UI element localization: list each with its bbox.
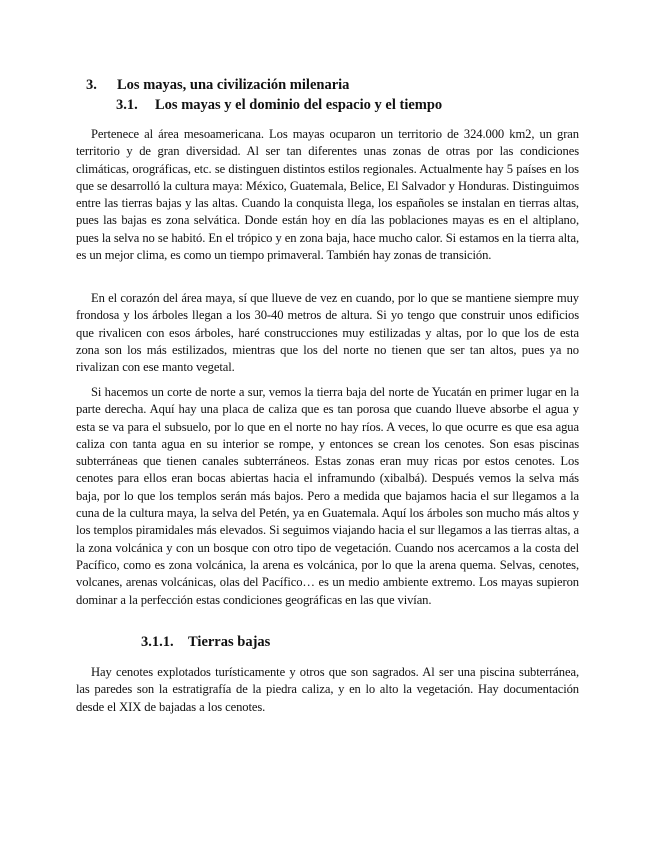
- subsection-heading: [116, 97, 442, 114]
- subsection-title: Los mayas y el dominio del espacio y el tiempo: [155, 97, 443, 113]
- section-title: Los mayas, una civilización milenaria: [117, 77, 350, 93]
- subsubsection-title: Tierras bajas: [188, 634, 271, 650]
- subsubsection-number: 3.1.1.: [141, 634, 174, 650]
- body-paragraph: Pertenece al área mesoamericana. Los mayas ocuparon un territorio de 324.000 km2, un gran territorio y de gran diversidad. Al ser tan diferentes unas zonas de otras por las condiciones climáticas, orográficas, etc. se distinguen distintos estilos regionales. Actualmente hay 5 países en los que se desarrolló la cultura maya: México, Guatemala, Belice, El Salvador y Honduras. Distinguimos entre las tierras bajas y las altas. Cuando la conquista llega, los españoles se instalan en tierras altas, pues las bajas es zona selvática. Donde están hoy en día las poblaciones mayas es en el altiplano, pues la selva no se habitó. En el trópico y en zona baja, hace mucho calor. Si estamos en la tierra alta, es un mejor clima, es como un tiempo primaveral. También hay zonas de transición.: [76, 127, 579, 263]
- body-paragraph: En el corazón del área maya, sí que llueve de vez en cuando, por lo que se mantiene siempre muy frondosa y los árboles llegan a los 30-40 metros de altura. Si yo tengo que construir unos edificios que rivalicen con esos árboles, haré construcciones muy estilizadas y altas, por lo que los de esta zona son los más estilizados, mientras que los del norte no tienen que ser tan altos, pues ya no rivalizan con ese manto vegetal.: [76, 291, 579, 375]
- section-heading: [86, 77, 349, 94]
- body-paragraph: Si hacemos un corte de norte a sur, vemos la tierra baja del norte de Yucatán en primer lugar en la parte derecha. Aquí hay una placa de caliza que es tan porosa que cuando llueve absorbe el agua y esta se va para el subsuelo, por lo que en el norte no hay ríos. A veces, lo que ocurre es que esa agua caliza con tanta agua en su interior se rompe, y entonces se crean los cenotes. Son esas piscinas subterráneas que tienen canales subterráneos. Estas zonas eran muy ricas por estos cenotes. Los cenotes para ellos eran bocas abiertas hacia el inframundo (xibalbá). Después vemos la selva más baja, por lo que los templos serán más bajos. Pero a medida que bajamos hacia el sur llegamos a la cuna de la cultura maya, la selva del Petén, ya en Guatemala. Aquí los árboles son mucho más altos y los templos piramidales más elevados. Si seguimos viajando hacia el sur llegamos a las tierras altas, a la zona volcánica y con un bosque con otro tipo de vegetación. Cuando nos acercamos a la costa del Pacífico, como es zona volcánica, la arena es volcánica, por lo que la arena quema. Selvas, cenotes, volcanes, arenas volcánicas, olas del Pacífico… es un medio ambiente extremo. Los mayas supieron dominar a la perfección estas condiciones geográficas en las que vivían.: [76, 385, 579, 607]
- body-paragraph: Hay cenotes explotados turísticamente y otros que son sagrados. Al ser una piscina subterránea, las paredes son la estratigrafía de la piedra caliza, y en lo alto la vegetación. Hay documentación desde el XIX de bajadas a los cenotes.: [76, 665, 579, 714]
- section-number: 3.: [86, 77, 97, 93]
- subsubsection-heading: [141, 634, 270, 651]
- subsection-number: 3.1.: [116, 97, 138, 113]
